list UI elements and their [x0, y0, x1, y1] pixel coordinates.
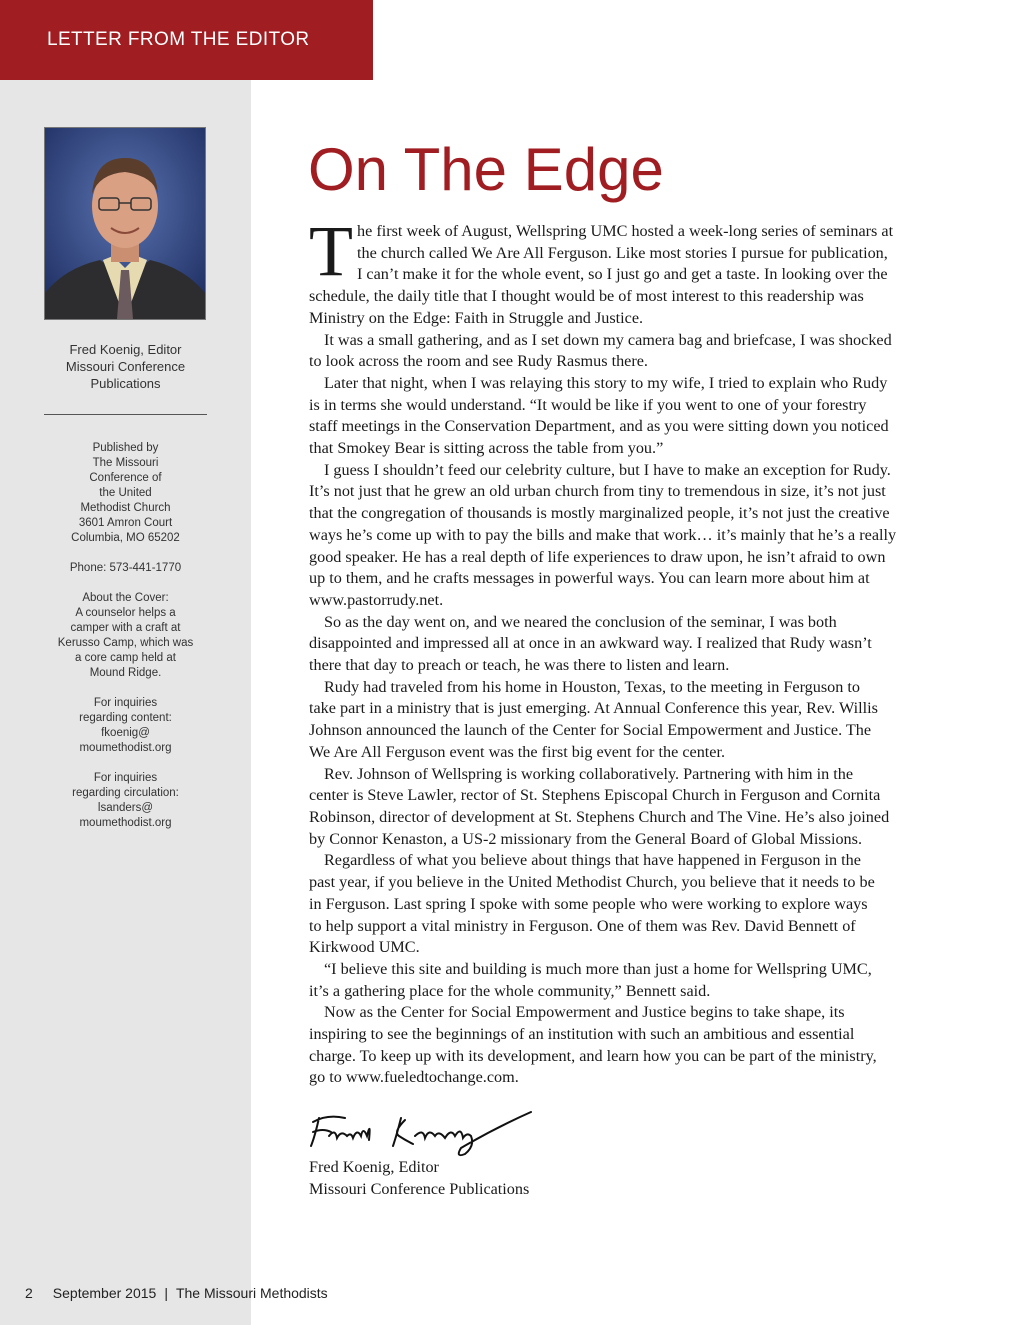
cover-note — [40, 591, 211, 681]
publication-name: The Missouri Methodists — [175, 1285, 328, 1301]
body-line: he first week of August, Wellspring UMC hosted a week-long series of seminars at — [357, 222, 894, 240]
body-line: “I believe this site and building is much more than just a home for Wellspring UMC, — [324, 959, 872, 978]
body-line: Ministry on the Edge: Faith in Struggle and Justice. — [309, 308, 644, 327]
page-number: 2 — [25, 1285, 33, 1301]
info-line: a core camp held at — [74, 652, 176, 664]
body-line: It was a small gathering, and as I set down my camera bag and briefcase, I was shocked — [324, 330, 892, 349]
body-line: the church called We Are All Ferguson. Like most stories I pursue for publication, — [357, 243, 888, 262]
caption-line: Missouri Conference — [65, 359, 186, 374]
publisher-block — [40, 441, 211, 546]
info-line: About the Cover: — [82, 592, 169, 604]
publication-info — [40, 441, 211, 846]
caption-line: Fred Koenig, Editor — [69, 342, 182, 357]
info-line: the United — [99, 487, 152, 499]
body-line: It’s not just that he grew an old urban church from tiny to tremendous in size, it’s not just — [309, 482, 886, 501]
article-headline: On The Edge — [308, 136, 664, 203]
body-line: good speaker. He has a real depth of life experiences to draw upon, he isn’t afraid to own — [309, 547, 886, 566]
body-line: I can’t make it for the whole event, so I just go and get a taste. In looking over the — [357, 265, 888, 284]
body-line: in Ferguson. Last spring I spoke with some people who were working to explore ways — [309, 894, 868, 913]
section-label: LETTER FROM THE EDITOR — [47, 29, 310, 50]
body-line: center is Steve Lawler, rector of St. Stephens Episcopal Church in Ferguson and Cornita — [309, 786, 881, 805]
sidebar-divider — [44, 414, 207, 415]
info-line: Published by — [92, 442, 159, 454]
body-line: to help support a vital ministry in Ferguson. One of them was Rev. David Bennett of — [309, 916, 856, 935]
editor-photo — [44, 127, 206, 320]
page-footer — [25, 1285, 328, 1301]
editor-signature — [305, 1106, 535, 1163]
info-line: A counselor helps a — [75, 607, 176, 619]
body-line: that Smokey Bear is sitting across the table from you.” — [309, 439, 664, 458]
email-link[interactable]: fkoenig@ — [101, 727, 150, 739]
body-line: Robinson, director of development at St. Stephens Church and The Vine. He’s also joined — [309, 807, 890, 826]
info-line: For inquiries — [93, 697, 158, 709]
section-banner — [0, 0, 373, 80]
body-line: schedule, the daily title that I thought would be of most interest to this readership was — [309, 287, 864, 306]
body-line: take part in a ministry that is just emerging. At Annual Conference this year, Rev. Willis — [309, 699, 878, 718]
phone-block — [40, 561, 211, 576]
body-line: Regardless of what you believe about things that have happened in Ferguson in the — [324, 851, 861, 870]
body-line: staff meetings in the Conservation Department, and as you were sitting down you noticed — [309, 417, 889, 436]
circulation-inquiries — [40, 771, 211, 831]
body-line: it’s a gathering place for the whole community,” Bennett said. — [309, 981, 711, 1000]
info-line: The Missouri — [92, 457, 159, 469]
email-link[interactable]: moumethodist.org — [79, 742, 172, 754]
caption-line: Publications — [90, 376, 161, 391]
info-line: camper with a craft at — [70, 622, 181, 634]
body-line: to look across the room and see Rudy Rasmus there. — [309, 352, 648, 371]
body-line: by Connor Kenaston, a US-2 missionary from the General Board of Global Missions. — [309, 829, 862, 848]
body-line: up to them, and he crafts messages in powerful ways. You can learn more about him at — [309, 569, 870, 588]
body-line: Rev. Johnson of Wellspring is working collaboratively. Partnering with him in the — [324, 764, 854, 783]
body-line: disappointed and impressed all at once in an awkward way. I realized that Rudy wasn’t — [309, 634, 872, 653]
signoff — [309, 1156, 529, 1200]
article-body — [309, 211, 969, 1089]
body-line: So as the day went on, and we neared the conclusion of the seminar, I was both — [324, 612, 837, 631]
body-line: Now as the Center for Social Empowerment and Justice begins to take shape, its — [324, 1003, 845, 1022]
content-inquiries — [40, 696, 211, 756]
info-line: Conference of — [89, 472, 162, 484]
info-line: Kerusso Camp, which was — [57, 637, 194, 649]
info-line: Columbia, MO 65202 — [71, 532, 180, 544]
footer-separator: | — [164, 1285, 168, 1301]
photo-caption — [40, 341, 211, 392]
info-line: Mound Ridge. — [89, 667, 162, 679]
body-line: Johnson announced the launch of the Center for Social Empowerment and Justice. The — [309, 721, 872, 740]
info-line: Methodist Church — [80, 502, 171, 514]
body-line: charge. To keep up with its development, and learn how you can be part of the ministry, — [309, 1046, 877, 1065]
body-line: inspiring to see the beginnings of an institution with such an ambitious and essential — [309, 1025, 855, 1044]
body-line: go to www.fueledtochange.com. — [309, 1068, 519, 1087]
issue-date: September 2015 — [52, 1285, 157, 1301]
body-line: past year, if you believe in the United Methodist Church, you believe that it needs to be — [309, 873, 875, 892]
body-line: Rudy had traveled from his home in Houston, Texas, to the meeting in Ferguson to — [324, 677, 860, 696]
info-line: For inquiries — [93, 772, 158, 784]
drop-cap: T — [309, 211, 353, 291]
body-line: that the congregation of thousands is mostly marginalized people, it’s not just the creative — [309, 504, 890, 523]
body-line: there that day to preach or teach, he was there to listen and learn. — [309, 656, 730, 675]
email-link[interactable]: lsanders@ — [97, 802, 154, 814]
info-line: 3601 Amron Court — [78, 517, 173, 529]
info-line: regarding content: — [79, 712, 172, 724]
info-line: regarding circulation: — [72, 787, 179, 799]
body-line: is in terms she would understand. “It would be like if you went to one of your forestry — [309, 395, 867, 414]
email-link[interactable]: moumethodist.org — [79, 817, 172, 829]
signoff-name: Fred Koenig, Editor — [309, 1158, 439, 1176]
body-line: Later that night, when I was relaying this story to my wife, I tried to explain who Rudy — [324, 373, 888, 392]
body-line: Kirkwood UMC. — [309, 938, 420, 957]
phone-number: Phone: 573-441-1770 — [69, 562, 182, 574]
body-line: I guess I shouldn’t feed our celebrity culture, but I have to make an exception for Rudy. — [324, 460, 891, 479]
signoff-title: Missouri Conference Publications — [309, 1180, 530, 1198]
body-line: www.pastorrudy.net. — [309, 590, 444, 609]
body-line: ways he’s come up with to pay the bills and make that work… it’s mainly that he’s a really — [309, 525, 897, 544]
body-line: We Are All Ferguson event was the first big event for the center. — [309, 742, 726, 761]
